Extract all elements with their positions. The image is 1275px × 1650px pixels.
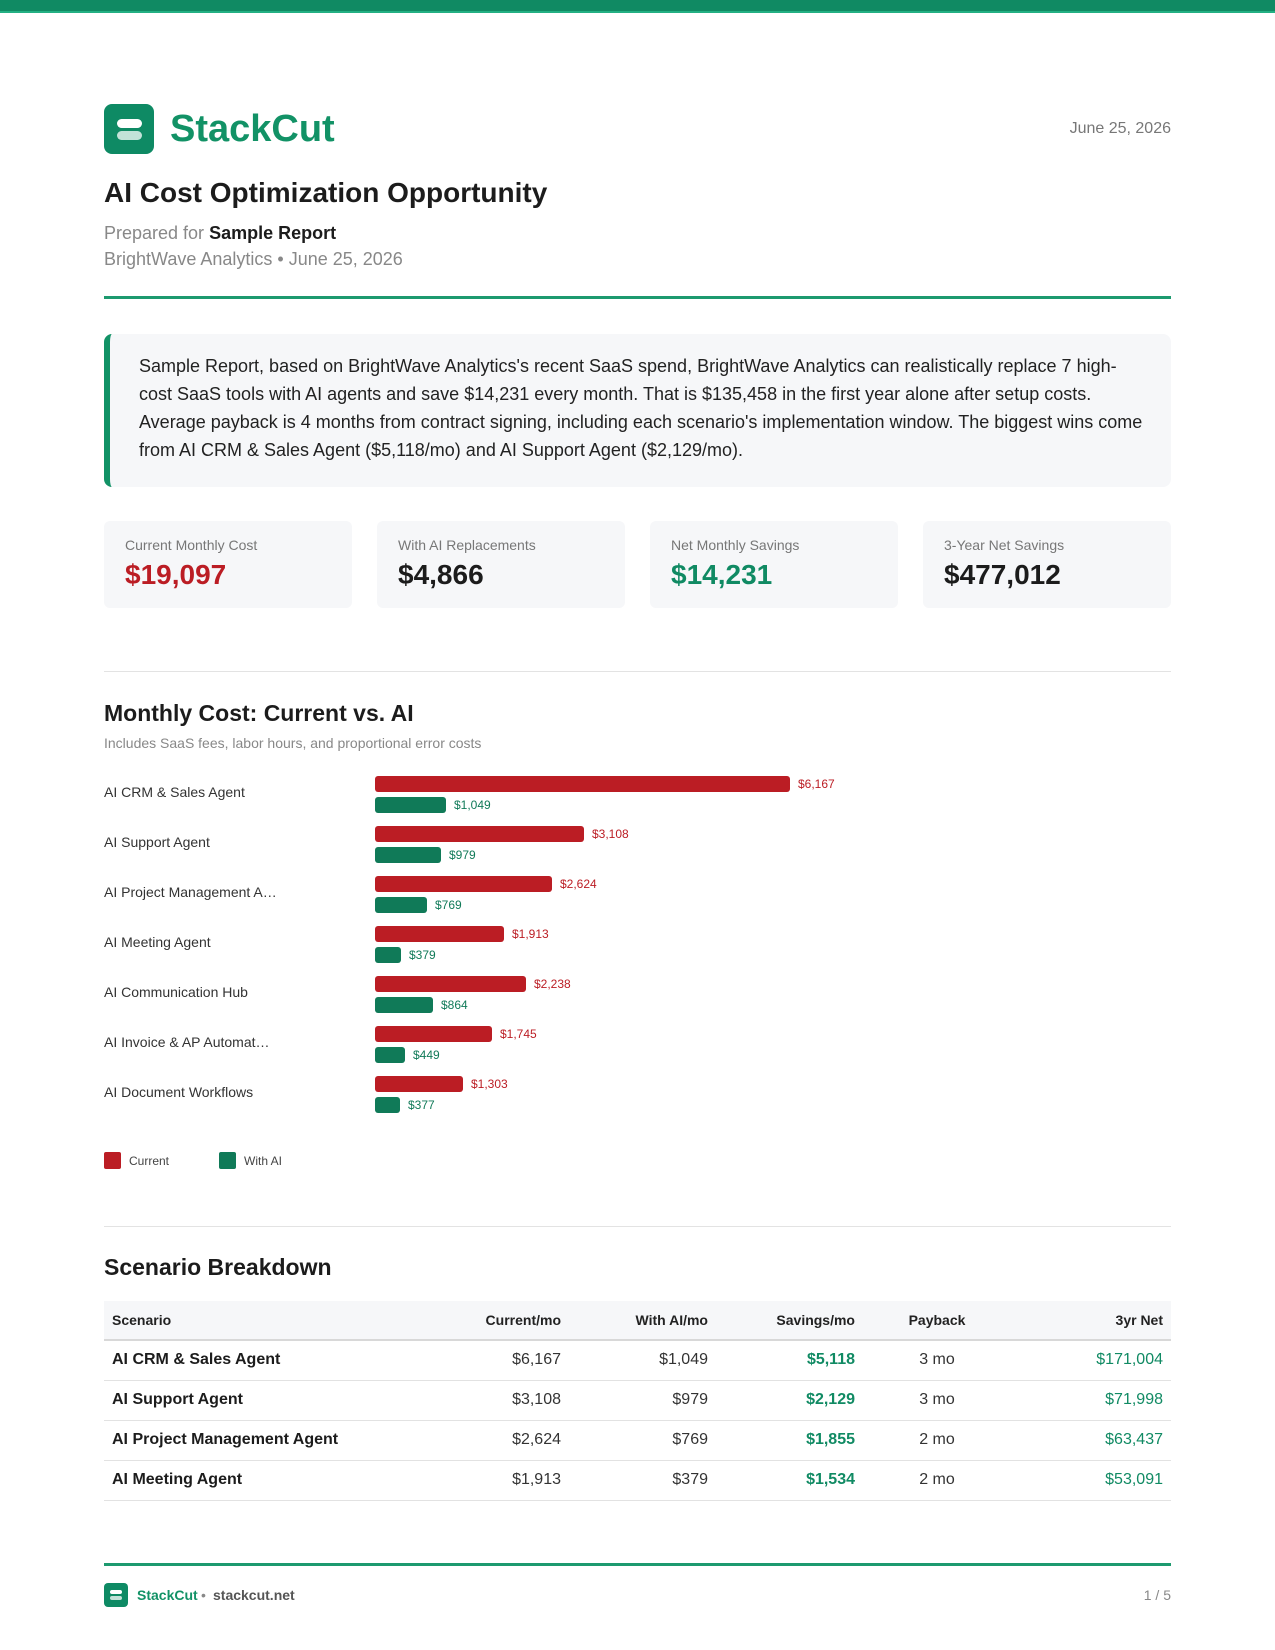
kpi-value: $4,866	[398, 559, 484, 590]
chart-category-label: AI Project Management A…	[104, 884, 277, 900]
scenario-name: AI Meeting Agent	[104, 1460, 404, 1500]
three-year-net: $53,091	[1011, 1460, 1171, 1500]
stackcut-logo-icon	[104, 104, 154, 154]
report-date: June 25, 2026	[1069, 120, 1171, 137]
kpi-label: 3-Year Net Savings	[944, 537, 1065, 553]
column-header: Payback	[863, 1301, 1011, 1340]
footer-divider	[104, 1563, 1171, 1566]
with-ai-cost-bar	[375, 1097, 400, 1113]
scenario-name: AI Project Management Agent	[104, 1420, 404, 1460]
kpi-label: Current Monthly Cost	[125, 537, 258, 553]
top-accent-stripe	[0, 0, 1275, 13]
kpi-card-net-monthly-savings	[650, 521, 898, 608]
chart-category-label: AI Meeting Agent	[104, 934, 211, 950]
kpi-value: $14,231	[671, 559, 773, 590]
current-cost-value-label: $1,913	[512, 927, 549, 941]
current-cost-bar	[375, 926, 504, 942]
payback: 3 mo	[863, 1380, 1011, 1420]
table-row	[104, 1420, 1171, 1460]
current-cost-value-label: $2,624	[560, 877, 597, 891]
kpi-cards	[104, 521, 1171, 608]
kpi-label: Net Monthly Savings	[671, 537, 800, 553]
with-ai-cost-bar	[375, 847, 441, 863]
with-ai-cost-value-label: $864	[441, 998, 468, 1012]
with-ai-cost-value-label: $979	[449, 848, 476, 862]
current-cost-value-label: $1,745	[500, 1027, 537, 1041]
current-cost-bar	[375, 876, 552, 892]
with-ai-cost-bar	[375, 947, 401, 963]
current-cost-value-label: $1,303	[471, 1077, 508, 1091]
chart-row	[104, 1020, 1171, 1060]
page-number: 1 / 5	[1143, 1587, 1171, 1603]
company-date-line: BrightWave Analytics • June 25, 2026	[104, 249, 403, 269]
current-cost-bar	[375, 1026, 492, 1042]
with-ai-cost: $979	[569, 1380, 716, 1420]
prepared-for-line	[104, 223, 336, 244]
column-header: Savings/mo	[716, 1301, 863, 1340]
three-year-net: $63,437	[1011, 1420, 1171, 1460]
payback: 3 mo	[863, 1340, 1011, 1380]
with-ai-cost-value-label: $769	[435, 898, 462, 912]
kpi-card-current-cost	[104, 521, 352, 608]
savings: $1,534	[716, 1460, 863, 1500]
scenario-name: AI Support Agent	[104, 1380, 404, 1420]
brand-name: StackCut	[170, 108, 335, 150]
prepared-prefix: Prepared for	[104, 223, 205, 243]
with-ai-cost-value-label: $379	[409, 948, 436, 962]
chart-row	[104, 970, 1171, 1010]
with-ai-cost-value-label: $1,049	[454, 798, 491, 812]
current-cost-bar	[375, 776, 790, 792]
savings: $1,855	[716, 1420, 863, 1460]
current-cost-bar	[375, 1076, 463, 1092]
with-ai-cost-bar	[375, 997, 433, 1013]
chart-category-label: AI Invoice & AP Automat…	[104, 1034, 270, 1050]
page-title: AI Cost Optimization Opportunity	[104, 177, 548, 208]
page-footer	[104, 1583, 1171, 1607]
current-cost-value-label: $6,167	[798, 777, 835, 791]
stackcut-logo-icon	[104, 1583, 128, 1607]
chart-subtitle: Includes SaaS fees, labor hours, and proportional error costs	[104, 735, 482, 751]
chart-category-label: AI Document Workflows	[104, 1084, 254, 1100]
savings: $2,129	[716, 1380, 863, 1420]
with-ai-cost-value-label: $449	[413, 1048, 440, 1062]
savings: $5,118	[716, 1340, 863, 1380]
column-header: Scenario	[104, 1301, 404, 1340]
current-cost-value-label: $2,238	[534, 977, 571, 991]
legend-swatch-current	[104, 1152, 121, 1169]
legend-label-with-ai: With AI	[244, 1154, 283, 1168]
table-title: Scenario Breakdown	[104, 1254, 332, 1280]
prepared-for-name: Sample Report	[209, 223, 337, 243]
column-header: With AI/mo	[569, 1301, 716, 1340]
column-header: 3yr Net	[1011, 1301, 1171, 1340]
scenario-name: AI CRM & Sales Agent	[104, 1340, 404, 1380]
chart-row	[104, 870, 1171, 910]
column-header: Current/mo	[404, 1301, 569, 1340]
chart-title: Monthly Cost: Current vs. AI	[104, 700, 414, 726]
executive-summary: Sample Report, based on BrightWave Analytics's recent SaaS spend, BrightWave Analytics can realistically replace 7 high-cost SaaS tools with AI agents and save $14,231 every month. That is $135,458 in the first year alone after setup costs. Average payback is 4 months from contract signing, including each scenario's implementation window. The biggest wins come from AI CRM & Sales Agent ($5,118/mo) and AI Support Agent ($2,129/mo).	[104, 334, 1171, 487]
current-cost: $3,108	[404, 1380, 569, 1420]
legend-swatch-with-ai	[219, 1152, 236, 1169]
current-cost: $6,167	[404, 1340, 569, 1380]
footer-separator: •	[201, 1587, 206, 1603]
kpi-value: $19,097	[125, 559, 227, 590]
section-divider	[104, 1226, 1171, 1227]
chart-row	[104, 820, 1171, 860]
legend-label-current: Current	[129, 1154, 170, 1168]
current-cost-bar	[375, 826, 584, 842]
footer-brand: StackCut	[137, 1587, 198, 1603]
current-cost: $1,913	[404, 1460, 569, 1500]
with-ai-cost: $1,049	[569, 1340, 716, 1380]
table-row	[104, 1340, 1171, 1380]
payback: 2 mo	[863, 1420, 1011, 1460]
table-row	[104, 1460, 1171, 1500]
with-ai-cost-bar	[375, 797, 446, 813]
kpi-card-with-ai	[377, 521, 625, 608]
chart-category-label: AI Communication Hub	[104, 984, 248, 1000]
chart-category-label: AI CRM & Sales Agent	[104, 784, 245, 800]
kpi-label: With AI Replacements	[398, 537, 536, 553]
header-divider	[104, 296, 1171, 299]
chart-row	[104, 1070, 1171, 1110]
three-year-net: $171,004	[1011, 1340, 1171, 1380]
current-cost-value-label: $3,108	[592, 827, 629, 841]
current-cost: $2,624	[404, 1420, 569, 1460]
chart-category-label: AI Support Agent	[104, 834, 210, 850]
with-ai-cost-bar	[375, 897, 427, 913]
with-ai-cost-value-label: $377	[408, 1098, 435, 1112]
section-divider	[104, 671, 1171, 672]
chart-row	[104, 920, 1171, 960]
current-cost-bar	[375, 976, 526, 992]
kpi-card-3yr-savings	[923, 521, 1171, 608]
three-year-net: $71,998	[1011, 1380, 1171, 1420]
with-ai-cost: $379	[569, 1460, 716, 1500]
payback: 2 mo	[863, 1460, 1011, 1500]
with-ai-cost-bar	[375, 1047, 405, 1063]
with-ai-cost: $769	[569, 1420, 716, 1460]
table-header-row	[104, 1301, 1171, 1340]
table-row	[104, 1380, 1171, 1420]
kpi-value: $477,012	[944, 559, 1061, 590]
footer-site-link[interactable]: stackcut.net	[213, 1587, 295, 1603]
report-header	[104, 104, 1171, 154]
chart-row	[104, 770, 1171, 810]
scenario-breakdown-table	[104, 1301, 1171, 1501]
